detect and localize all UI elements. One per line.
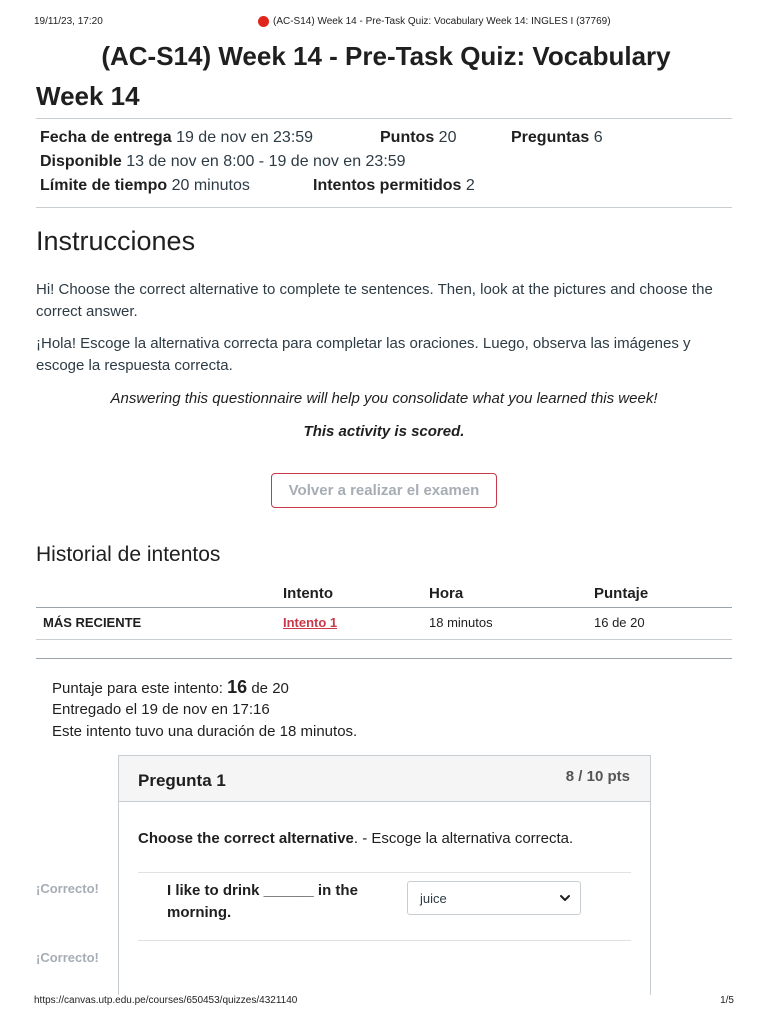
- attempt-time: 18 minutos: [429, 615, 493, 630]
- red-circle-icon: [258, 16, 269, 27]
- answer-divider: [138, 940, 631, 941]
- questions-value: 6: [593, 129, 603, 146]
- instructions-spanish: ¡Hola! Escoge la alternativa correcta para completar las oraciones. Luego, observa las imágenes y escoge la respuesta correcta.: [36, 335, 691, 374]
- question-points: 8 / 10 pts: [565, 768, 630, 785]
- page-title-line2: Week 14: [36, 81, 140, 111]
- time-limit-value: 20 minutos: [171, 177, 250, 194]
- question-prompt-rest: . - Escoge la alternativa correcta.: [353, 830, 574, 847]
- available-value: 13 de nov en 8:00 - 19 de nov en 23:59: [126, 153, 406, 170]
- instructions-english: Hi! Choose the correct alternative to complete te sentences. Then, look at the pictures and choose the correct answer.: [36, 281, 713, 320]
- answer-select[interactable]: [407, 881, 581, 915]
- page-title-line1: (AC-S14) Week 14 - Pre-Task Quiz: Vocabulary: [101, 41, 671, 71]
- column-header-attempt: Intento: [283, 585, 333, 602]
- score-value: 16: [227, 677, 248, 697]
- attempt-score: 16 de 20: [594, 615, 645, 630]
- column-header-score: Puntaje: [594, 585, 649, 602]
- correct-label: ¡Correcto!: [36, 881, 99, 896]
- attempts-label: Intentos permitidos: [313, 177, 462, 194]
- attempt-history-heading: Historial de intentos: [36, 543, 221, 566]
- available-label: Disponible: [40, 153, 122, 170]
- answer-select-value: juice: [420, 890, 447, 906]
- attempts-value: 2: [465, 177, 475, 194]
- print-page-number: 1/5: [720, 995, 734, 1006]
- answer-divider: [138, 872, 631, 873]
- print-url: https://canvas.utp.edu.pe/courses/650453/quizzes/4321140: [34, 995, 298, 1006]
- page-title: [36, 36, 736, 116]
- points: [380, 129, 456, 147]
- row-label-latest: MÁS RECIENTE: [43, 615, 142, 630]
- print-tab-title: [258, 16, 611, 27]
- due-date: [40, 129, 313, 147]
- question-prompt-bold: Choose the correct alternative: [138, 830, 354, 847]
- table-row-divider: [36, 639, 732, 640]
- attempt-score-summary: [52, 677, 289, 698]
- print-date: 19/11/23, 17:20: [34, 16, 103, 27]
- print-tab-title-text: (AC-S14) Week 14 - Pre-Task Quiz: Vocabulary Week 14: INGLES I (37769): [273, 16, 611, 27]
- question-prompt: [138, 830, 573, 847]
- points-label: Puntos: [380, 129, 435, 146]
- questions-label: Preguntas: [511, 129, 590, 146]
- time-limit: [40, 177, 250, 195]
- points-value: 20: [438, 129, 457, 146]
- question-header: [119, 756, 650, 802]
- attempt-duration: Este intento tuvo una duración de 18 minutos.: [52, 723, 358, 740]
- section-divider: [36, 658, 732, 659]
- table-header-divider: [36, 607, 732, 608]
- print-header: [0, 16, 768, 32]
- divider: [36, 118, 732, 119]
- score-suffix: de 20: [251, 680, 289, 697]
- score-prefix: Puntaje para este intento:: [52, 680, 223, 697]
- due-date-value: 19 de nov en 23:59: [176, 129, 314, 146]
- retake-quiz-button[interactable]: Volver a realizar el examen: [271, 473, 497, 508]
- available-window: [40, 153, 406, 171]
- scored-note: This activity is scored.: [303, 423, 465, 440]
- time-limit-label: Límite de tiempo: [40, 177, 168, 194]
- attempt-1-link[interactable]: Intento 1: [283, 615, 338, 630]
- questions-count: [511, 129, 603, 147]
- due-date-label: Fecha de entrega: [40, 129, 172, 146]
- question-title: Pregunta 1: [138, 771, 226, 790]
- correct-label: ¡Correcto!: [36, 950, 99, 965]
- instructions-heading: Instrucciones: [36, 226, 196, 256]
- instructions-note: Answering this questionnaire will help you consolidate what you learned this week!: [110, 390, 658, 407]
- attempts-allowed: [313, 177, 475, 195]
- question-card: [118, 755, 651, 995]
- divider: [36, 207, 732, 208]
- submitted-at: Entregado el 19 de nov en 17:16: [52, 701, 270, 718]
- column-header-time: Hora: [429, 585, 464, 602]
- chevron-down-icon: [558, 891, 572, 905]
- print-footer: [0, 995, 768, 1009]
- question-sentence: I like to drink ______ in the morning.: [167, 882, 358, 921]
